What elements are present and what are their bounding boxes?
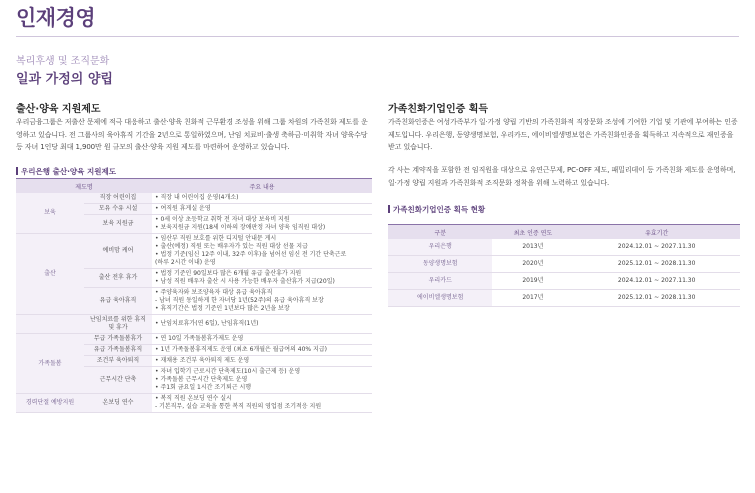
page-title: 인재경영 (16, 6, 96, 30)
header-first-year: 최초 인증 연도 (492, 225, 573, 240)
policy-name-cell: 조건부 육아퇴직 (84, 356, 152, 367)
content-line: - 기본직무, 실습 교육을 통한 복직 직원의 영업점 조기적응 지원 (155, 403, 322, 410)
policy-content-cell (152, 193, 372, 204)
right-paragraph-1: 가족친화인증은 여성가족부가 일·가정 양립 기반의 가족친화적 직장문화 조성에 기여한 기업 및 기관에 부여하는 인증 제도입니다. 우리은행, 동양생명보험, 우리카드, 에이비엘생명보험은 가족친화인증을 획득하고 지속적으로 재인증을 받고 있습니다. (388, 118, 738, 151)
policy-content-cell (152, 345, 372, 356)
first-year-cell: 2020년 (492, 256, 573, 273)
company-cell: 우리카드 (388, 273, 492, 290)
content-line: • 남성 직원 배우자 출산 시 사용 가능한 배우자 출산휴가 지급(20일) (155, 278, 335, 285)
policy-content-cell (152, 356, 372, 367)
content-line: • 여직원 휴게실 운영 (155, 205, 211, 212)
left-heading: 출산·양육 지원제도 (16, 104, 101, 115)
policy-name-cell: 출산 전후 휴가 (84, 269, 152, 288)
table-row (388, 239, 740, 256)
content-line: • 0세 이상 초등학교 취학 전 자녀 대상 보육비 지원 (155, 216, 290, 223)
content-line: • 가족돌봄 근무시간 단축제도 운영 (155, 376, 248, 383)
left-paragraph: 우리금융그룹은 저출산 문제에 적극 대응하고 출산·양육 친화적 근무환경 조성을 위해 그룹 차원의 가족친화 제도를 운영하고 있습니다. 전 그룹사의 육아휴직 기간을 2년으로 통일하였으며, 난임 치료비·출생 축하금·미취학 자녀 양육수당 등 자녀 1인당 최대 1,900만 원 규모의 출산·양육 지원 제도를 마련하여 운영하고 있습니다. (16, 118, 368, 151)
table-row (16, 193, 372, 204)
header-content: 주요 내용 (152, 179, 372, 194)
right-heading: 가족친화기업인증 획득 (388, 104, 489, 115)
content-line: (하루 2시간 이내) 운영 (155, 259, 216, 266)
category-cell: 경력단절 예방지원 (16, 394, 84, 413)
right-paragraph-2: 각 사는 계약직을 포함한 전 임직원을 대상으로 유연근무제, PC-OFF 제도, 패밀리데이 등 가족친화 제도를 운영하며, 일·가정 양립 지원과 가족친화적 조직문화 정착을 위해 노력하고 있습니다. (388, 166, 736, 187)
policy-name-cell: 보육 지원금 (84, 215, 152, 234)
left-table-title: 우리은행 출산·양육 지원제도 (16, 166, 116, 177)
table-row (16, 334, 372, 345)
policy-name-cell: 모유 수유 시설 (84, 204, 152, 215)
content-line: • 주양육자와 보조양육자 대상 유급 육아휴직 (155, 289, 273, 296)
policy-name-cell: 온보딩 연수 (84, 394, 152, 413)
validity-cell: 2025.12.01 ~ 2028.11.30 (573, 256, 740, 273)
validity-cell: 2025.12.01 ~ 2028.11.30 (573, 290, 740, 307)
title-divider (16, 36, 739, 37)
content-line: • 법정 기준(임신 12주 이내, 32주 이후)을 넘어선 임신 전 기간 단축근로 (155, 251, 347, 258)
content-line: • 복직 직원 온보딩 연수 실시 (155, 395, 232, 402)
policy-name-cell: 직장 어린이집 (84, 193, 152, 204)
content-line: • 임산부 직원 보호를 위한 디지털 안내문 게시 (155, 235, 277, 242)
first-year-cell: 2017년 (492, 290, 573, 307)
policy-name-cell: 유급 육아휴직 (84, 288, 152, 315)
first-year-cell: 2013년 (492, 239, 573, 256)
table-row (388, 273, 740, 290)
policy-content-cell (152, 269, 372, 288)
policy-name-cell: 난임치료를 위한 휴직 및 휴가 (84, 315, 152, 334)
content-line: • 직장 내 어린이집 운영(4개소) (155, 194, 239, 201)
validity-cell: 2024.12.01 ~ 2027.11.30 (573, 273, 740, 290)
header-policy: 제도명 (16, 179, 152, 194)
content-line: • 휴직기간은 법정 기준인 1년보다 많은 2년을 보장 (155, 305, 290, 312)
content-line: • 연 10일 가족돌봄휴가제도 운영 (155, 335, 244, 342)
company-cell: 에이비엘생명보험 (388, 290, 492, 307)
certification-table (388, 224, 740, 307)
policy-content-cell (152, 334, 372, 345)
policy-name-cell: 예비맘 케어 (84, 234, 152, 269)
right-table-title: 가족친화기업인증 획득 현황 (388, 204, 485, 215)
policy-content-cell (152, 215, 372, 234)
content-line: • 주1회 금요일 1시간 조기퇴근 시행 (155, 384, 252, 391)
category-cell: 보육 (16, 193, 84, 234)
policy-content-cell (152, 204, 372, 215)
category-cell (16, 315, 84, 334)
table-row (388, 290, 740, 307)
section-title: 일과 가정의 양립 (16, 72, 113, 87)
policy-content-cell (152, 315, 372, 334)
content-line: • 법정 기준인 90일보다 많은 6개월 유급 출산휴가 지원 (155, 270, 302, 277)
policy-name-cell: 무급 가족돌봄휴가 (84, 334, 152, 345)
content-line: - 남녀 직원 동일하게 한 자녀당 1년(52주)의 유급 육아휴직 보장 (155, 297, 324, 304)
content-line: • 자녀 입학기 근로시간 단축제도(10시 출근제 등) 운영 (155, 368, 301, 375)
first-year-cell: 2019년 (492, 273, 573, 290)
policy-content-cell (152, 288, 372, 315)
table-row (388, 256, 740, 273)
content-line: • 보육지원금 지원(18세 이하의 장애판정 자녀 양육 임직원 대상) (155, 224, 326, 231)
company-cell: 동양생명보험 (388, 256, 492, 273)
content-line: • 1년 가족돌봄휴직제도 운영 (최초 6개월은 월급여의 40% 지급) (155, 346, 327, 353)
validity-cell: 2024.12.01 ~ 2027.11.30 (573, 239, 740, 256)
content-line: • 출산(예정) 직원 또는 배우자가 있는 직원 대상 선물 지급 (155, 243, 308, 250)
table-row (16, 234, 372, 269)
policy-name-cell: 근무시간 단축 (84, 367, 152, 394)
policy-content-cell (152, 394, 372, 413)
table-row (16, 394, 372, 413)
content-line: • 난임치료휴가(연 6일), 난임휴직(1년) (155, 320, 259, 327)
policy-content-cell (152, 234, 372, 269)
header-division: 구분 (388, 225, 492, 240)
content-line: • 재채용 조건부 육아퇴직 제도 운영 (155, 357, 250, 364)
category-label: 복리후생 및 조직문화 (16, 56, 110, 67)
header-validity: 유효기간 (573, 225, 740, 240)
support-table (16, 178, 372, 413)
policy-name-cell: 유급 가족돌봄휴직 (84, 345, 152, 356)
policy-content-cell (152, 367, 372, 394)
table-row (16, 315, 372, 334)
category-cell: 가족돌봄 (16, 334, 84, 394)
company-cell: 우리은행 (388, 239, 492, 256)
category-cell: 출산 (16, 234, 84, 315)
